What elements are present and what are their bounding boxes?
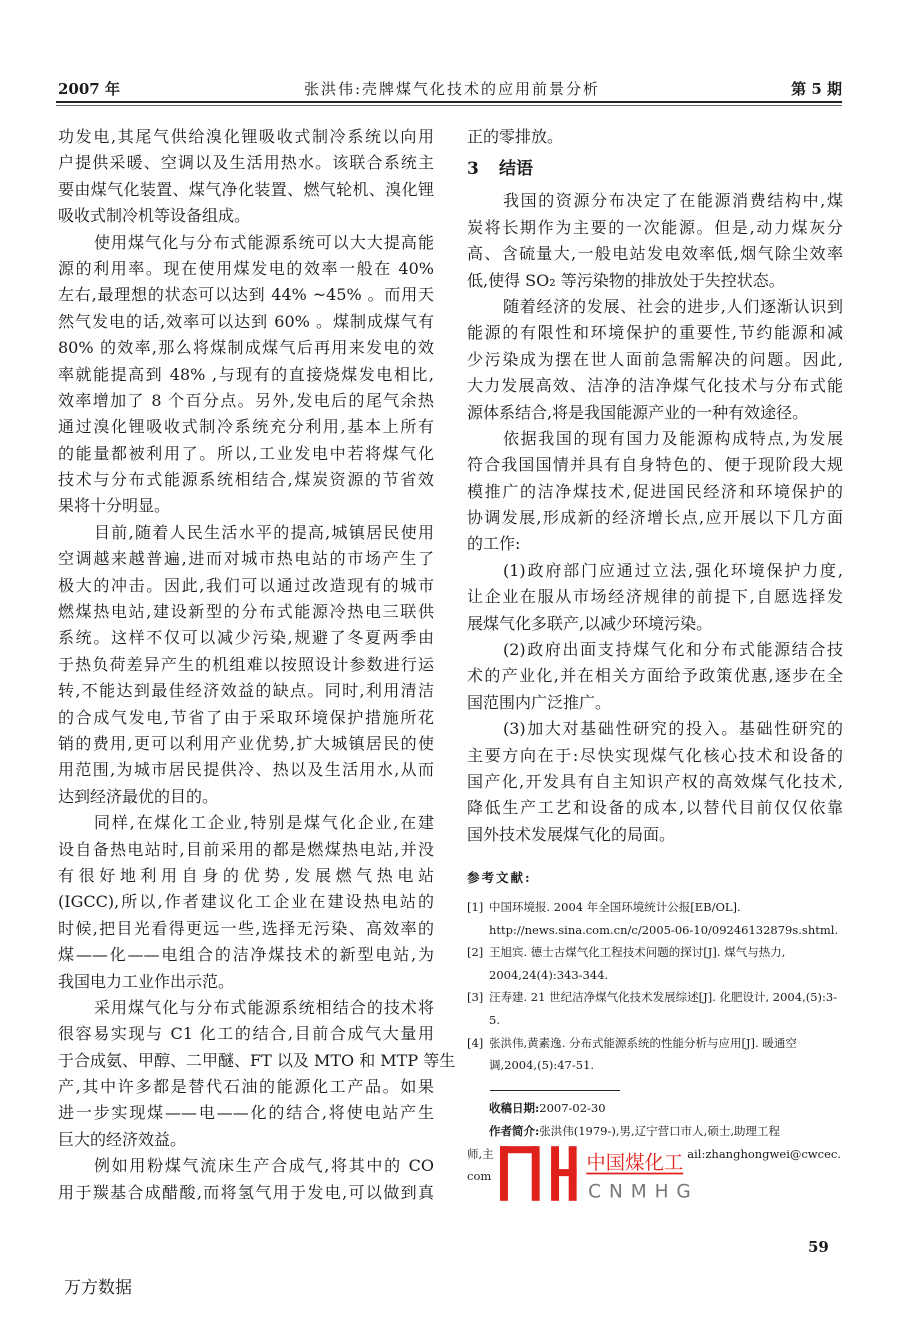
paragraph-line: 源的利用率。现在使用煤发电的效率一般在 40% <box>58 258 434 278</box>
author-intro-line3: com <box>467 1169 492 1183</box>
paragraph-line: 的工作: <box>467 534 521 554</box>
paragraph-line: 低,使得 SO₂ 等污染物的排放处于失控状态。 <box>467 270 785 290</box>
paragraph-line: 展煤气化多联产,以减少环境污染。 <box>467 613 713 633</box>
paragraph-line: 煤——化——电组合的洁净煤技术的新型电站,为 <box>58 945 434 965</box>
paragraph-line: 采用煤气化与分布式能源系统相结合的技术将 <box>94 997 434 1017</box>
reference-label: [1] <box>467 900 484 914</box>
reference-item <box>467 941 843 986</box>
header-issue: 第 5 期 <box>791 80 842 98</box>
header-year: 2007 年 <box>58 80 120 98</box>
watermark-en: CNMHG <box>588 1181 699 1203</box>
paragraph-line: 同样,在煤化工企业,特别是煤气化企业,在建 <box>94 813 434 833</box>
paragraph-line: 源体系结合,将是我国能源产业的一种有效途径。 <box>467 402 809 422</box>
paragraph-line: 的合成气发电,节省了由于采取环境保护措施所花 <box>58 707 434 727</box>
paragraph-line: 我国电力工业作出示范。 <box>58 971 235 991</box>
paragraph-line: 时候,把目光看得更远一些,选择无污染、高效率的 <box>58 918 434 938</box>
paragraph-line: 用范围,为城市居民提供冷、热以及生活用水,从而 <box>58 760 434 780</box>
paragraph-line: 80% 的效率,那么将煤制成煤气后再用来发电的效 <box>58 338 434 358</box>
paragraph-line: 进一步实现煤——电——化的结合,将使电站产生 <box>58 1103 434 1123</box>
paragraph-line: 用于羰基合成醋酸,而将氢气用于发电,可以做到真 <box>58 1182 434 1202</box>
paragraph-line: 然气发电的话,效率可以达到 60% 。煤制成煤气有 <box>58 311 434 331</box>
paragraph-line: 率就能提高到 48% ,与现有的直接烧煤发电相比, <box>58 364 434 384</box>
paragraph-line: 果将十分明显。 <box>58 496 171 516</box>
paragraph-line: 依据我国的现有国力及能源构成特点,为发展 <box>503 428 843 448</box>
paragraph-line: 系统。这样不仅可以减少污染,规避了冬夏两季由 <box>58 628 434 648</box>
paragraph-line: 能源的有限性和环境保护的重要性,节约能源和减 <box>467 323 843 343</box>
paragraph-line: (IGCC),所以,作者建议化工企业在建设热电站的 <box>58 892 434 912</box>
paragraph-line: 功发电,其尾气供给溴化锂吸收式制冷系统以向用 <box>58 127 434 146</box>
paragraph-line: 协调发展,形成新的经济增长点,应开展以下几方面 <box>467 508 843 528</box>
paragraph-line: 降低生产工艺和设备的成本,以替代目前仅仅依靠 <box>467 798 843 818</box>
running-title: 张洪伟:壳牌煤气化技术的应用前景分析 <box>303 80 601 98</box>
author-intro-label: 作者简介: <box>489 1124 540 1138</box>
paragraph-line: (3)加大对基础性研究的投入。基础性研究的 <box>503 719 843 739</box>
paragraph-line: 左右,最理想的状态可以达到 44% ~45% 。而用天 <box>58 285 434 305</box>
paragraph-line: 达到经济最优的目的。 <box>58 786 219 806</box>
reference-item <box>467 1032 843 1077</box>
paragraph-line: 产,其中许多都是替代石油的能源化工产品。如果 <box>58 1077 434 1097</box>
reference-text: 汪寿建. 21 世纪洁净煤气化技术发展综述[J]. 化肥设计, 2004,(5):3-5. <box>489 990 838 1027</box>
paragraph-line: 国范围内广泛推广。 <box>467 692 612 712</box>
paragraph-line: 目前,随着人民生活水平的提高,城镇居民使用 <box>94 522 434 542</box>
author-intro <box>467 1120 843 1188</box>
paragraph-line: 于合成氨、甲醇、二甲醚、FT 以及 MTO 和 MTP 等生 <box>58 1050 456 1070</box>
paragraph-line: 巨大的经济效益。 <box>58 1129 187 1149</box>
header-rule-thin <box>56 105 842 106</box>
paragraph-line: 高、含硫量大,一般电站发电效率低,烟气除尘效率 <box>467 244 843 264</box>
paragraph-line: (1)政府部门应通过立法,强化环境保护力度, <box>503 560 843 580</box>
paragraph-line: 转,不能达到最佳经济效益的缺点。同时,利用清洁 <box>58 681 434 701</box>
paragraph-line: 国外技术发展煤气化的局面。 <box>467 824 676 844</box>
paragraph-line: 技术与分布式能源系统相结合,煤炭资源的节省效 <box>58 470 434 490</box>
paragraph-line: 国产化,开发具有自主知识产权的高效煤气化技术, <box>467 771 843 791</box>
paragraph-line: 很容易实现与 C1 化工的结合,目前合成气大量用 <box>58 1024 434 1044</box>
paragraph-line: 吸收式制冷机等设备组成。 <box>58 206 251 226</box>
paragraph-line: 主要方向在于:尽快实现煤气化核心技术和设备的 <box>467 745 843 765</box>
reference-item <box>467 986 843 1031</box>
paragraph-line: 让企业在服从市场经济规律的前提下,自愿选择发 <box>467 587 843 607</box>
paragraph-line: 我国的资源分布决定了在能源消费结构中,煤 <box>503 191 843 211</box>
paragraph-line: 例如用粉煤气流床生产合成气,将其中的 CO <box>94 1156 434 1176</box>
paragraph-line: 使用煤气化与分布式能源系统可以大大提高能 <box>94 232 434 252</box>
right-column <box>467 124 843 848</box>
paragraph-line: 设自备热电站时,目前采用的都是燃煤热电站,并没 <box>58 839 434 859</box>
reference-text: 王旭宾. 德士古煤气化工程技术问题的探讨[J]. 煤气与热力, 2004,24(4):343-344. <box>489 945 786 982</box>
paragraph-line: 效率增加了 8 个百分点。另外,发电后的尾气余热 <box>58 390 434 410</box>
paragraph-line: 极大的冲击。因此,我们可以通过改造现有的城市 <box>58 575 434 595</box>
received-date <box>467 1097 843 1120</box>
received-value: 2007-02-30 <box>539 1101 606 1115</box>
paragraph-line: 符合我国国情并具有自身特色的、便于现阶段大规 <box>467 455 843 475</box>
paragraph-line: 模推广的洁净煤技术,促进国民经济和环境保护的 <box>467 481 843 501</box>
section-number: 3 <box>467 159 479 180</box>
paragraph-line: 术的产业化,并在相关方面给予政策优惠,逐步在全 <box>467 666 843 686</box>
watermark-cn: 中国煤化工 <box>586 1151 684 1175</box>
paragraph-line: 通过溴化锂吸收式制冷系统充分利用,基本上所有 <box>58 417 434 437</box>
author-intro-email: ail:zhanghongwei@cwcec. <box>687 1146 841 1161</box>
paragraph-line: 炭将长期作为主要的一次能源。但是,动力煤灰分 <box>467 217 843 237</box>
author-intro-text: 张洪伟(1979-),男,辽宁营口市人,硕士,助理工程 <box>539 1124 780 1138</box>
section-title: 结语 <box>499 159 533 180</box>
paragraph-line: 的能量都被利用了。所以,工业发电中若将煤气化 <box>58 443 434 463</box>
paragraph-line: 正的零排放。 <box>467 127 564 146</box>
references <box>467 866 843 1077</box>
reference-label: [3] <box>467 990 484 1005</box>
reference-text: 中国环境报. 2004 年全国环境统计公报[EB/OL]. http://news.sina.com.cn/c/2005-06-10/09246132879s.shtml. <box>489 900 839 937</box>
paragraph-line: 要由煤气化装置、煤气净化装置、燃气轮机、溴化锂 <box>58 179 434 199</box>
paragraph-line: 随着经济的发展、社会的进步,人们逐渐认识到 <box>503 296 843 316</box>
paragraph-line: 于热负荷差异产生的机组难以按照设计参数进行运 <box>58 654 434 674</box>
paragraph-line: 少污染成为摆在世人面前急需解决的问题。因此, <box>467 349 843 369</box>
paragraph-line: 空调越来越普遍,进而对城市热电站的市场产生了 <box>58 549 434 569</box>
paragraph-line: (2)政府出面支持煤气化和分布式能源结合技 <box>503 640 843 660</box>
reference-item <box>467 896 843 941</box>
header-rule <box>56 101 842 103</box>
paragraph-line: 大力发展高效、洁净的洁净煤气化技术与分布式能 <box>467 376 843 396</box>
references-title: 参考文献: <box>467 870 532 885</box>
section-heading <box>467 150 843 188</box>
paragraph-line: 燃煤热电站,建设新型的分布式能源冷热电三联供 <box>58 602 434 622</box>
source-footer: 万方数据 <box>64 1278 132 1298</box>
reference-label: [4] <box>467 1035 484 1050</box>
author-intro-line2-start: 师,主 <box>467 1146 494 1161</box>
left-column <box>58 124 456 1206</box>
paragraph-line: 销的费用,更可以利用产业优势,扩大城镇居民的使 <box>58 733 434 753</box>
page-number: 59 <box>808 1238 829 1256</box>
received-label: 收稿日期: <box>489 1101 540 1115</box>
paragraph-line: 有很好地利用自身的优势,发展燃气热电站 <box>58 865 434 885</box>
paragraph-line: 户提供采暖、空调以及生活用热水。该联合系统主 <box>58 153 434 173</box>
footnote-separator <box>490 1090 620 1091</box>
reference-label: [2] <box>467 945 484 960</box>
reference-text: 张洪伟,黄素逸. 分布式能源系统的性能分析与应用[J]. 暖通空调,2004,(5):47-51. <box>489 1035 797 1073</box>
